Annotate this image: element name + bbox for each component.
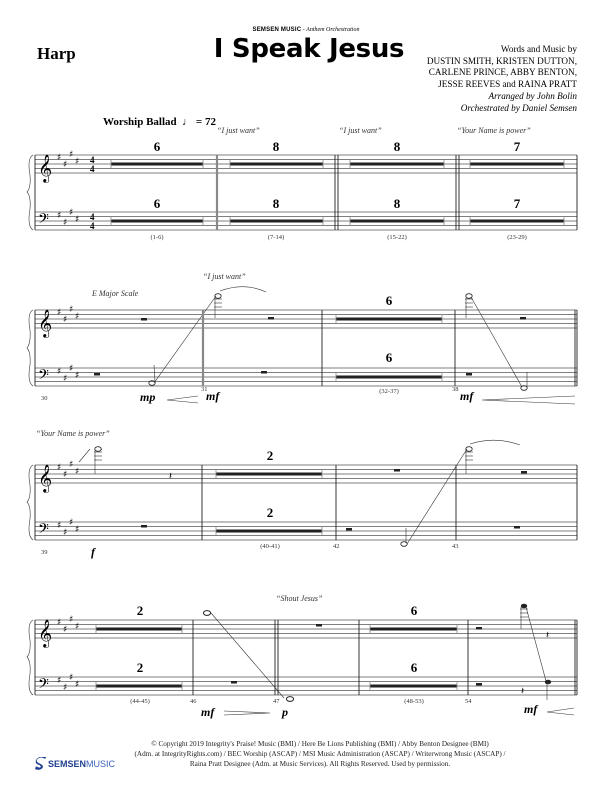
svg-text:♯: ♯ [57, 367, 62, 377]
copyright-notice [80, 739, 560, 769]
half-rest [476, 627, 482, 630]
svg-text:♯: ♯ [63, 683, 68, 693]
measure-number: 38 [452, 386, 459, 393]
semsen-music-logo [35, 757, 115, 771]
multirest-count: 7 [513, 139, 521, 154]
svg-text:♯: ♯ [63, 374, 68, 384]
bass-staff [35, 368, 577, 386]
dynamic-marking: f [91, 545, 95, 559]
svg-text:♯: ♯ [75, 312, 80, 322]
svg-text:♯: ♯ [63, 528, 68, 538]
svg-text:♯: ♯ [75, 215, 80, 225]
multirest-count: 8 [272, 139, 280, 154]
half-rest [231, 681, 237, 684]
bass-clef-icon: 𝄢 [38, 521, 49, 541]
measure-range: (44-45) [130, 698, 150, 705]
measure-range: (23-29) [507, 234, 527, 241]
measure-number: 30 [41, 395, 48, 402]
publisher-brand: SEMSEN MUSIC [252, 27, 302, 33]
multirest-count: 6 [410, 660, 418, 675]
credits-line: CARLENE PRINCE, ABBY BENTON, [428, 67, 577, 78]
measure-range: (32-37) [379, 388, 399, 395]
multirest-count: 6 [153, 139, 161, 154]
key-signature-treble [57, 615, 79, 635]
key-signature-bass [57, 518, 79, 538]
half-rest [261, 371, 267, 374]
dynamic-marking: mf [524, 702, 538, 716]
bass-clef-icon: 𝄢 [38, 676, 49, 696]
svg-text:♯: ♯ [57, 153, 62, 163]
lyric-cue: “Your Name is power” [457, 126, 531, 135]
measure-number: 42 [333, 543, 340, 550]
brace-icon [27, 465, 33, 540]
svg-text:♯: ♯ [69, 150, 74, 160]
multirest-count: 6 [410, 603, 418, 618]
svg-text:♯: ♯ [63, 218, 68, 228]
multirest-count: 8 [393, 196, 401, 211]
measure-range: (15-22) [387, 234, 407, 241]
arranger-credit: Arranged by John Bolin [488, 90, 577, 101]
svg-text:♯: ♯ [69, 615, 74, 625]
brace-icon [27, 310, 33, 386]
measure-range: (1-6) [150, 234, 164, 241]
svg-text:♯: ♯ [69, 305, 74, 315]
bass-clef-icon: 𝄢 [38, 211, 49, 231]
half-rest [268, 317, 274, 320]
tempo-text: Worship Ballad [103, 116, 177, 128]
song-title: I Speak Jesus [213, 34, 405, 64]
svg-text:♯: ♯ [75, 525, 80, 535]
key-signature-treble [57, 460, 79, 480]
half-rest [514, 526, 520, 529]
measure-range: (48-53) [404, 698, 424, 705]
svg-text:♯: ♯ [69, 673, 74, 683]
orchestrator-credit: Orchestrated by Daniel Semsen [460, 102, 577, 113]
credits-line: DUSTIN SMITH, KRISTEN DUTTON, [426, 55, 577, 66]
key-signature-bass [57, 673, 79, 693]
svg-text:♯: ♯ [75, 371, 80, 381]
lyric-cue: “Your Name is power” [36, 429, 110, 438]
metronome-mark: ♩ = 72 [182, 116, 216, 128]
half-rest [316, 624, 322, 627]
svg-text:♯: ♯ [75, 680, 80, 690]
half-rest [141, 318, 147, 321]
multirest-count: 8 [393, 139, 401, 154]
svg-text:♯: ♯ [69, 518, 74, 528]
system-3 [27, 440, 577, 546]
treble-clef-icon: 𝄞 [38, 154, 53, 182]
copyright-line: (Adm. at IntegrityRights.com) / BEC Worship (ASCAP) / MSI Music Administration (ASCAP) / Writerwrong Music (ASCAP) / [134, 750, 506, 758]
key-signature-bass [57, 208, 79, 228]
measure-range: (40-41) [260, 543, 280, 550]
quarter-rest: 𝄽 [169, 471, 173, 482]
treble-clef-icon: 𝄞 [38, 309, 53, 337]
svg-text:.: . [101, 446, 103, 452]
svg-text:♯: ♯ [75, 467, 80, 477]
measure-number: 47 [273, 698, 280, 705]
dynamic-marking: mf [460, 389, 474, 403]
multirest-count: 2 [266, 505, 274, 520]
dynamic-marking: mf [206, 389, 220, 403]
lyric-cue: “I just want” [217, 126, 260, 135]
half-rest [394, 469, 400, 472]
svg-text:♯: ♯ [63, 625, 68, 635]
semsen-s-logo-icon [35, 757, 47, 771]
measure-number: 54 [465, 698, 472, 705]
logo-word-semsen: SEMSEN [48, 759, 87, 769]
key-signature-treble [57, 305, 79, 325]
half-rest [141, 525, 147, 528]
credits-line: Words and Music by [500, 44, 577, 54]
svg-text:4: 4 [90, 155, 95, 165]
half-rest [94, 373, 100, 376]
svg-text:♯: ♯ [69, 364, 74, 374]
bass-clef-icon: 𝄢 [38, 367, 49, 387]
measure-range: (7-14) [267, 234, 285, 241]
svg-text:♯: ♯ [57, 618, 62, 628]
svg-text:♯: ♯ [57, 463, 62, 473]
key-signature-bass [57, 364, 79, 384]
treble-staff [35, 310, 577, 328]
time-signature [90, 155, 95, 231]
half-rest [466, 373, 472, 376]
svg-text:♯: ♯ [69, 460, 74, 470]
multirest-count: 6 [153, 196, 161, 211]
svg-text:♯: ♯ [75, 157, 80, 167]
system-2 [27, 287, 577, 404]
multirest-count: 8 [272, 196, 280, 211]
measure-number: 46 [190, 698, 197, 705]
publisher-series: - Anthem Orchestration [301, 27, 360, 33]
lyric-cue: “Shout Jesus” [276, 594, 323, 603]
multirest-count: 7 [513, 196, 521, 211]
half-rest [346, 528, 352, 531]
treble-clef-icon: 𝄞 [38, 619, 53, 647]
system-1 [27, 150, 577, 231]
scale-direction: E Major Scale [92, 289, 139, 298]
measure-number: 31 [201, 386, 208, 393]
svg-text:4: 4 [90, 221, 95, 231]
lyric-cue: “I just want” [203, 272, 246, 281]
multirest-count: 2 [136, 660, 144, 675]
multirest-count: 6 [385, 293, 393, 308]
svg-text:♯: ♯ [63, 470, 68, 480]
svg-text:♯: ♯ [69, 208, 74, 218]
svg-text:4: 4 [90, 212, 95, 222]
half-rest [476, 683, 482, 686]
half-rest [521, 471, 527, 474]
multirest-count: 2 [136, 603, 144, 618]
brace-icon [27, 620, 33, 695]
quarter-rest: 𝄽 [546, 630, 550, 641]
measure-number: 43 [452, 543, 459, 550]
logo-word-music: MUSIC [86, 759, 116, 769]
svg-text:4: 4 [90, 164, 95, 174]
svg-text:♯: ♯ [63, 315, 68, 325]
instrument-name: Harp [37, 44, 76, 63]
svg-text:♯: ♯ [63, 160, 68, 170]
copyright-line: © Copyright 2019 Integrity's Praise! Music (BMI) / Here Be Lions Publishing (BMI) / Abby Benton Designee (BMI) [151, 740, 489, 748]
lyric-cue: “I just want” [339, 126, 382, 135]
svg-text:♯: ♯ [57, 676, 62, 686]
measure-number: 39 [41, 549, 48, 556]
half-rest [520, 317, 526, 320]
system-4 [27, 604, 577, 715]
dynamic-marking: mp [140, 390, 156, 404]
key-signature-treble [57, 150, 79, 170]
multirest-count: 6 [385, 350, 393, 365]
svg-text:♯: ♯ [75, 622, 80, 632]
svg-text:♯: ♯ [57, 308, 62, 318]
dynamic-marking: p [282, 705, 288, 719]
credits-line: JESSE REEVES and RAINA PRATT [438, 79, 577, 90]
dynamic-marking: mf [201, 705, 215, 719]
svg-text:♯: ♯ [57, 211, 62, 221]
multirest-count: 2 [266, 448, 274, 463]
quarter-rest: 𝄽 [521, 686, 525, 697]
svg-text:♯: ♯ [57, 521, 62, 531]
brace-icon [27, 155, 33, 230]
copyright-line: Raina Pratt Designee (Adm. at Music Services). All Rights Reserved. Used by permission. [189, 760, 451, 768]
treble-clef-icon: 𝄞 [38, 464, 53, 492]
